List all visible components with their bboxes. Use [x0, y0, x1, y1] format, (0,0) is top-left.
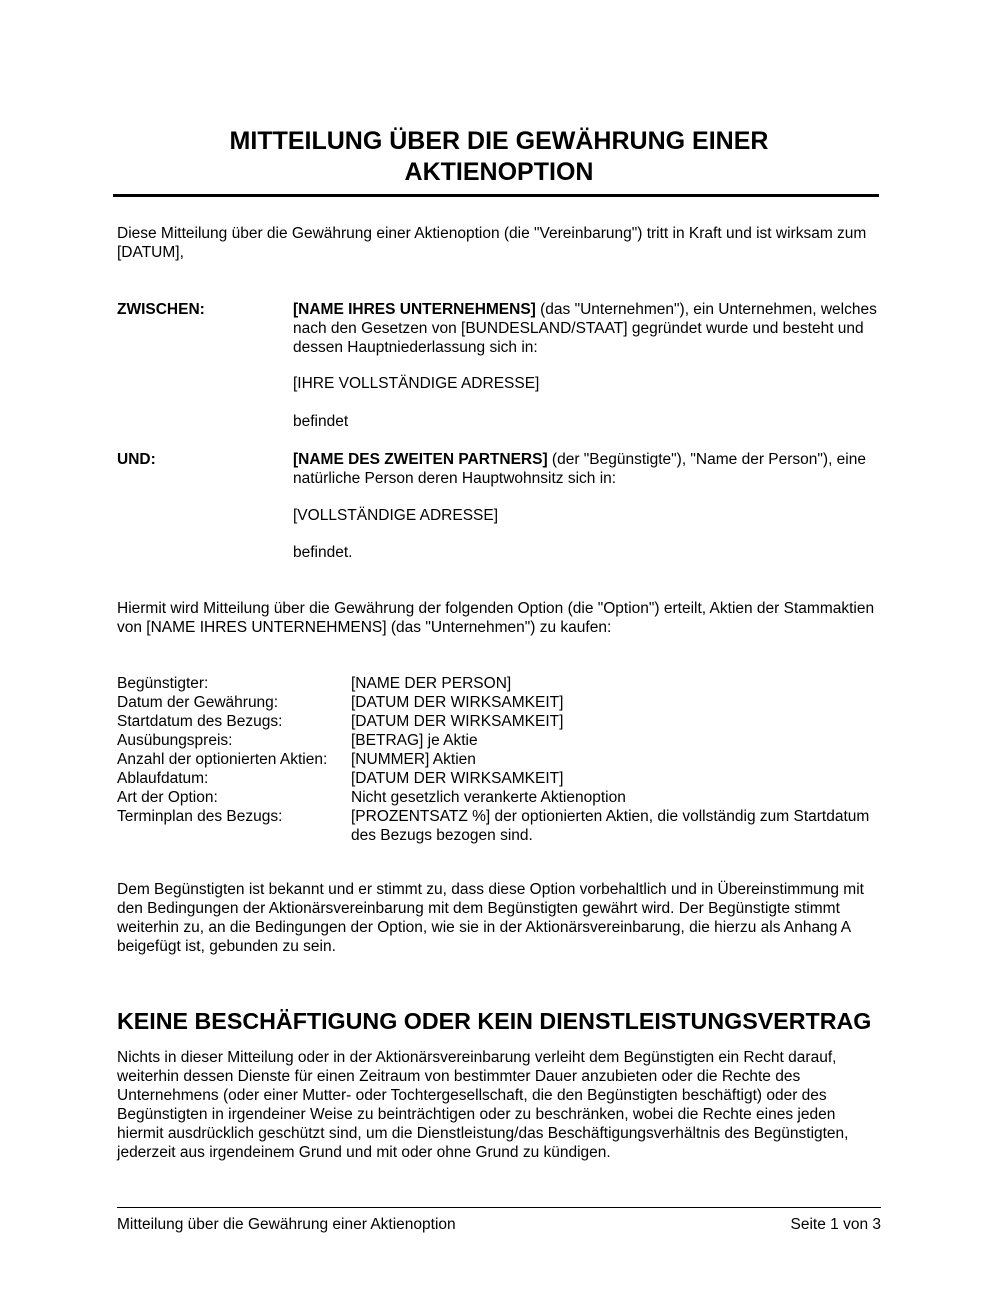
detail-label: Anzahl der optionierten Aktien: — [117, 751, 328, 768]
title-line-1: MITTEILUNG ÜBER DIE GEWÄHRUNG EINER — [229, 127, 769, 155]
footer-page-number: Seite 1 von 3 — [790, 1216, 881, 1233]
footer-divider — [117, 1207, 881, 1208]
party2-name: [NAME DES ZWEITEN PARTNERS] — [293, 451, 548, 468]
detail-label: Art der Option: — [117, 789, 218, 806]
title-line-2: AKTIENOPTION — [404, 158, 594, 186]
acknowledgement-paragraph: Dem Begünstigten ist bekannt und er stimmt zu, dass diese Option vorbehaltlich und in Übereinstimmung mit den Bedingungen der Aktionärsvereinbarung mit dem Begünstigten gewährt wird. Der Begünstigte stimmt weiterhin zu, an die Bedingungen der Option, wie sie in der Aktionärsvereinbarung, die hierzu als Anhang A beigefügt ist, gebunden zu sein. — [117, 881, 864, 955]
detail-label: Ablaufdatum: — [117, 770, 209, 787]
detail-value: [DATUM DER WIRKSAMKEIT] — [351, 770, 564, 787]
detail-row — [117, 731, 881, 750]
detail-label: Datum der Gewährung: — [117, 694, 279, 711]
detail-row — [117, 769, 881, 788]
party1-address: [IHRE VOLLSTÄNDIGE ADRESSE] — [293, 375, 540, 392]
detail-value: [NAME DER PERSON] — [351, 675, 512, 692]
detail-value: [BETRAG] je Aktie — [351, 732, 478, 749]
party2-label: UND: — [117, 451, 156, 468]
party2-address: [VOLLSTÄNDIGE ADRESSE] — [293, 507, 499, 524]
party2-description — [293, 450, 883, 488]
detail-label: Ausübungspreis: — [117, 732, 233, 749]
detail-row — [117, 807, 881, 845]
section-body: Nichts in dieser Mitteilung oder in der Aktionärsvereinbarung verleiht dem Begünstigten ein Recht darauf, weiterhin dessen Dienste für einen Zeitraum von bestimmter Dauer anzubieten oder die Rechte des Unternehmens (oder einer Mutter- oder Tochtergesellschaft, die den Begünstigten beschäftigt) oder des Begünstigten in irgendeiner Weise zu beinträchtigen oder zu beschränken, wobei die Rechte eines jeden hiermit ausdrücklich geschützt sind, um die Dienstleistung/das Beschäftigungsverhältnis des Begünstigten, jederzeit aus irgendeinem Grund und mit oder ohne Grund zu kündigen. — [117, 1049, 849, 1161]
detail-value: [DATUM DER WIRKSAMKEIT] — [351, 713, 564, 730]
detail-value: [NUMMER] Aktien — [351, 751, 476, 768]
footer-document-title: Mitteilung über die Gewährung einer Aktienoption — [117, 1216, 456, 1233]
detail-value: [PROZENTSATZ %] der optionierten Aktien, die vollständig zum Startdatum des Bezugs bezogen sind. — [351, 808, 870, 844]
option-details-table — [117, 674, 881, 845]
party1-desc: (das "Unternehmen"), ein Unternehmen, welches nach den Gesetzen von [BUNDESLAND/STAAT] gegründet wurde und besteht und dessen Hauptniederlassung sich in: — [293, 301, 877, 356]
party2-desc: (der "Begünstigte"), "Name der Person"), eine natürliche Person deren Hauptwohnsitz sich in: — [293, 451, 866, 487]
detail-label: Terminplan des Bezugs: — [117, 808, 283, 825]
detail-row — [117, 750, 881, 769]
document-title — [117, 126, 881, 188]
detail-label: Startdatum des Bezugs: — [117, 713, 283, 730]
intro-paragraph: Diese Mitteilung über die Gewährung einer Aktienoption (die "Vereinbarung") tritt in Kraft und ist wirksam zum [DATUM], — [117, 225, 867, 261]
detail-row — [117, 693, 881, 712]
detail-row — [117, 712, 881, 731]
party2-located: befindet. — [293, 544, 353, 561]
party1-label: ZWISCHEN: — [117, 301, 205, 318]
party1-located: befindet — [293, 413, 349, 430]
section-heading: KEINE BESCHÄFTIGUNG ODER KEIN DIENSTLEISTUNGSVERTRAG — [117, 1008, 872, 1034]
detail-value: [DATUM DER WIRKSAMKEIT] — [351, 694, 564, 711]
title-divider — [113, 194, 879, 197]
party1-description — [293, 300, 883, 357]
detail-row — [117, 788, 881, 807]
detail-value: Nicht gesetzlich verankerte Aktienoption — [351, 789, 626, 806]
notice-paragraph: Hiermit wird Mitteilung über die Gewährung der folgenden Option (die "Option") erteilt, Aktien der Stammaktien von [NAME IHRES UNTERNEHMENS] (das "Unternehmen") zu kaufen: — [117, 600, 875, 636]
detail-row — [117, 674, 881, 693]
detail-label: Begünstigter: — [117, 675, 209, 692]
party1-name: [NAME IHRES UNTERNEHMENS] — [293, 301, 536, 318]
